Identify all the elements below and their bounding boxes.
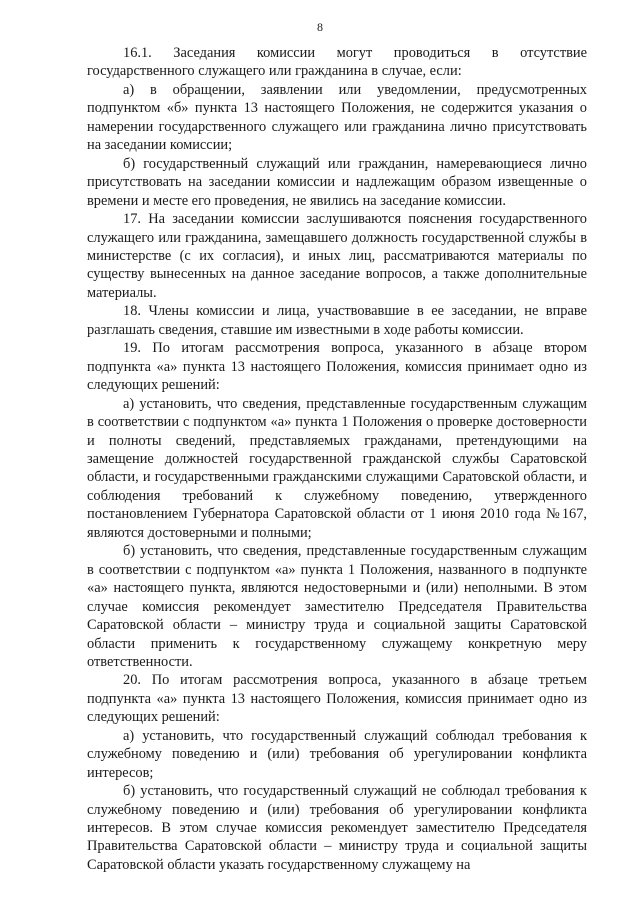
paragraph-19: 19. По итогам рассмотрения вопроса, указанного в абзаце втором подпункта «а» пункта 13 настоящего Положения, комиссия принимает одно из следующих решений: <box>87 340 587 394</box>
paragraph-18: 18. Члены комиссии и лица, участвовавшие в ее заседании, не вправе разглашать сведения, ставшие им известными в ходе работы комиссии. <box>87 303 587 338</box>
document-body <box>87 44 587 874</box>
page-number: 8 <box>317 20 323 34</box>
paragraph-19-a: а) установить, что сведения, представленные государственным служащим в соответствии с подпунктом «а» пункта 1 Положения о проверке достоверности и полноты сведений, представляемых гражданами, претендующими на замещение должностей государственной гражданской службы Саратовской области, и государственными гражданскими служащими Саратовской области, и соблюдения требований к служебному поведению, утвержденного постановлением Губернатора Саратовской области от 1 июня 2010 года №167, являются достоверными и полными; <box>87 395 587 541</box>
paragraph-16-1-b: б) государственный служащий или гражданин, намеревающиеся лично присутствовать на заседании комиссии и надлежащим образом извещенные о времени и месте его проведения, не явились на заседание комиссии. <box>87 155 587 209</box>
paragraph-20: 20. По итогам рассмотрения вопроса, указанного в абзаце третьем подпункта «а» пункта 13 настоящего Положения, комиссия принимает одно из следующих решений: <box>87 672 587 726</box>
paragraph-20-b: б) установить, что государственный служащий не соблюдал требования к служебному поведению и (или) требования об урегулировании конфликта интересов. В этом случае комиссия рекомендует заместителю Председателя Правительства Саратовской области – министру труда и социальной защиты Саратовской области указать государственному служащему на <box>87 783 587 873</box>
paragraph-19-b: б) установить, что сведения, представленные государственным служащим в соответствии с подпунктом «а» пункта 1 Положения, названного в подпункте «а» настоящего пункта, являются недостоверными и (или) неполными. В этом случае комиссия рекомендует заместителю Председателя Правительства Саратовской области – министру труда и социальной защиты Саратовской области применить к государственному служащему конкретную меру ответственности. <box>87 543 587 670</box>
paragraph-16-1-a: а) в обращении, заявлении или уведомлении, предусмотренных подпунктом «б» пункта 13 настоящего Положения, не содержится указания о намерении государственного служащего или гражданина лично присутствовать на заседании комиссии; <box>87 81 587 154</box>
paragraph-20-a: а) установить, что государственный служащий соблюдал требования к служебному поведению и (или) требования об урегулировании конфликта интересов; <box>87 727 587 781</box>
paragraph-16-1: 16.1. Заседания комиссии могут проводиться в отсутствие государственного служащего или гражданина в случае, если: <box>87 45 587 80</box>
paragraph-17: 17. На заседании комиссии заслушиваются пояснения государственного служащего или гражданина, замещавшего должность государственной службы в министерстве (с их согласия), и иных лиц, рассматриваются материалы по существу вынесенных на данное заседание вопросов, а также дополнительные материалы. <box>87 211 587 301</box>
